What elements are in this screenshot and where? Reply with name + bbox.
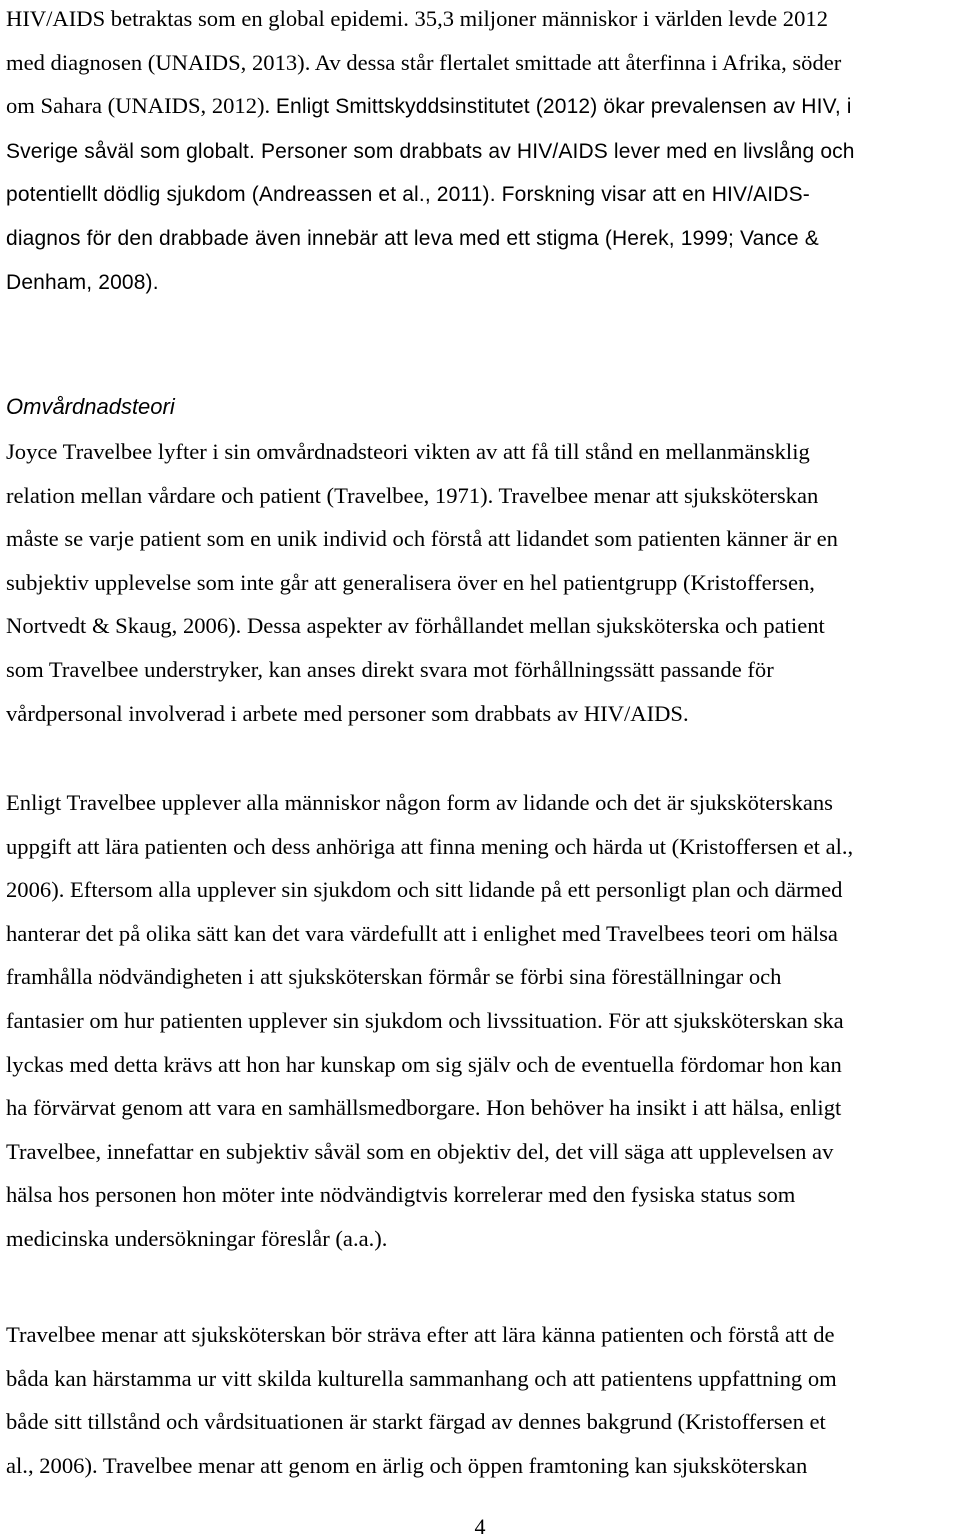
text-line: medicinska undersökningar föreslår (a.a.). (6, 1225, 388, 1251)
text-line: Travelbee, innefattar en subjektiv såväl som en objektiv del, det vill säga att upplevelsen av (6, 1138, 834, 1164)
suffering-paragraph (6, 781, 946, 1261)
text-line: uppgift att lära patienten och dess anhöriga att finna mening och härda ut (Kristoffersen et al., (6, 833, 854, 859)
text-line: relation mellan vårdare och patient (Travelbee, 1971). Travelbee menar att sjuksköterskan (6, 482, 819, 508)
text-line: diagnos för den drabbade även innebär att leva med ett stigma (Herek, 1999; Vance & (6, 226, 819, 250)
text-line: subjektiv upplevelse som inte går att generalisera över en hel patientgrupp (Kristoffersen, (6, 569, 815, 595)
text-segment: potentiellt dödlig sjukdom (Andreassen et al., 2011). (6, 183, 502, 207)
text-line: Enligt Travelbee upplever alla människor någon form av lidande och det är sjuksköterskans (6, 790, 833, 815)
text-line: framhålla nödvändigheten i att sjuksköterskan förmår se förbi sina föreställningar och (6, 964, 782, 990)
text-line: lyckas med detta krävs att hon har kunskap om sig själv och de eventuella fördomar hon kan (6, 1051, 842, 1077)
section-heading: Omvårdnadsteori (6, 394, 175, 419)
text-line (6, 173, 946, 217)
page-number: 4 (474, 1514, 486, 1539)
text-line: Travelbee menar att sjuksköterskan bör sträva efter att lära känna patienten och förstå att de (6, 1322, 835, 1347)
text-line: Joyce Travelbee lyfter i sin omvårdnadsteori vikten av att få till stånd en mellanmänsklig (6, 439, 810, 464)
culture-paragraph (6, 1313, 946, 1487)
text-line: Nortvedt & Skaug, 2006). Dessa aspekter av förhållandet mellan sjuksköterska och patient (6, 613, 825, 639)
text-line: måste se varje patient som en unik individ och förstå att lidandet som patienten känner är en (6, 526, 838, 552)
text-line: HIV/AIDS betraktas som en global epidemi. 35,3 miljoner människor i världen levde 2012 (6, 6, 828, 31)
text-line: hanterar det på olika sätt kan det vara värdefullt att i enlighet med Travelbees teori om hälsa (6, 920, 838, 946)
intro-paragraph (6, 0, 946, 304)
text-line: ha förvärvat genom att vara en samhällsmedborgare. Hon behöver ha insikt i att hälsa, enligt (6, 1095, 842, 1121)
text-line (6, 129, 946, 174)
text-line (6, 84, 946, 129)
text-line: 2006). Eftersom alla upplever sin sjukdom och sitt lidande på ett personligt plan och därmed (6, 877, 843, 903)
text-segment: Sverige såväl som globalt. (6, 139, 262, 163)
text-line: al., 2006). Travelbee menar att genom en ärlig och öppen framtoning kan sjuksköterskan (6, 1452, 808, 1478)
text-segment: om Sahara (UNAIDS, 2012). (6, 93, 276, 119)
text-segment: Personer som drabbats av HIV/AIDS lever med en livslång och (261, 139, 855, 163)
theory-paragraph (6, 430, 946, 735)
text-line: Denham, 2008). (6, 270, 159, 294)
text-line: hälsa hos personen hon möter inte nödvändigtvis korrelerar med den fysiska status som (6, 1182, 796, 1208)
text-line: fantasier om hur patienten upplever sin sjukdom och livssituation. För att sjuksköterskan ska (6, 1007, 844, 1033)
text-line: med diagnosen (UNAIDS, 2013). Av dessa står flertalet smittade att återfinna i Afrika, söder (6, 49, 842, 75)
text-line: båda kan härstamma ur vitt skilda kulturella sammanhang och att patientens uppfattning om (6, 1365, 837, 1391)
text-line: som Travelbee understryker, kan anses direkt svara mot förhållningssätt passande för (6, 656, 774, 682)
text-line: vårdpersonal involverad i arbete med personer som drabbats av HIV/AIDS. (6, 700, 689, 726)
text-segment: Enligt Smittskyddsinstitutet (2012) ökar prevalensen av HIV, i (275, 95, 852, 119)
text-line: både sitt tillstånd och vårdsituationen är starkt färgad av dennes bakgrund (Kristoffersen et (6, 1409, 826, 1435)
text-segment: Forskning visar att en HIV/AIDS- (501, 183, 810, 207)
